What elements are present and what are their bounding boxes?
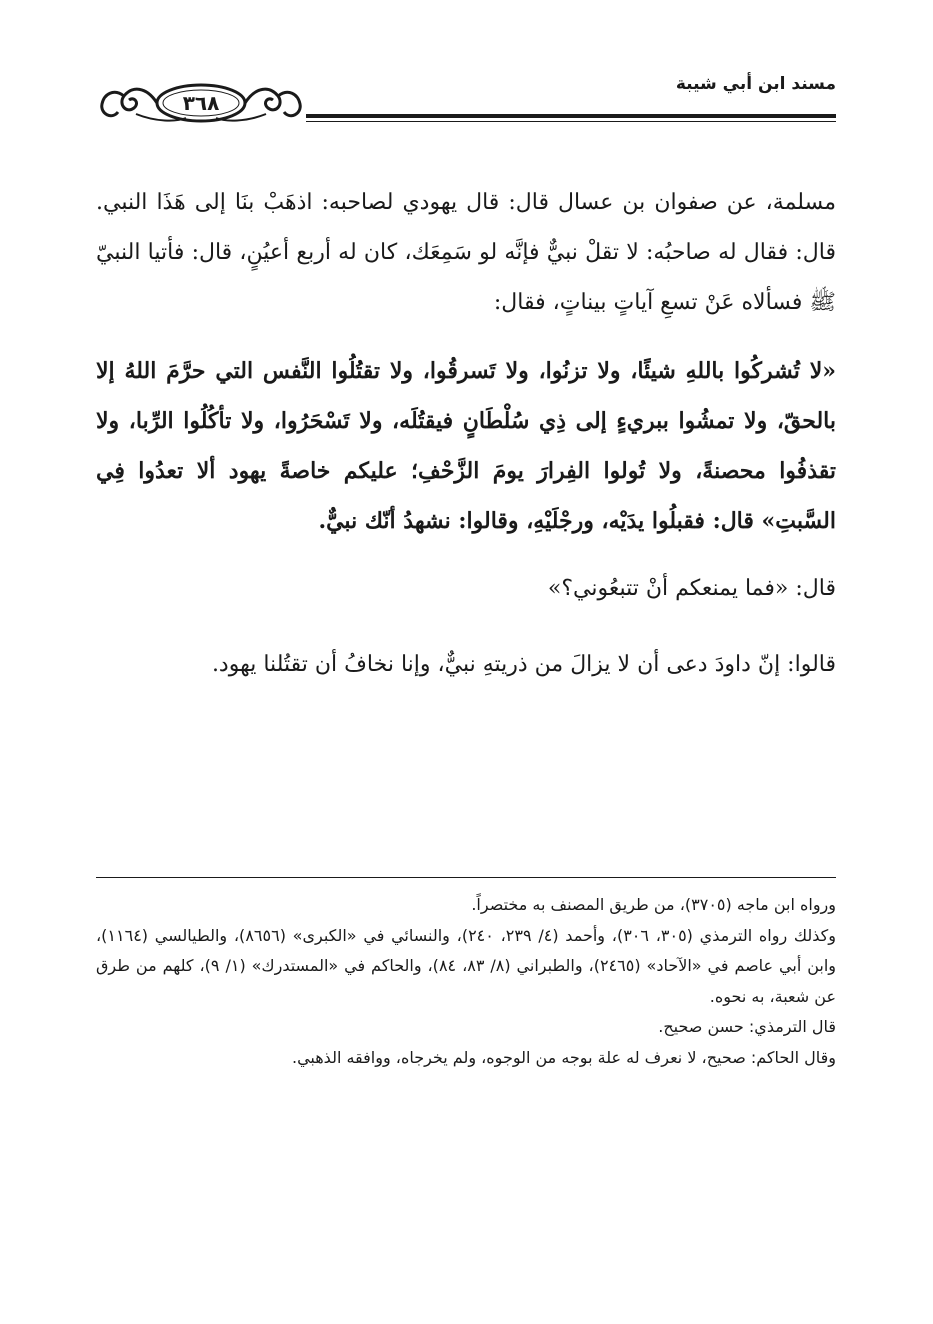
footnote-line: وقال الحاكم: صحيح، لا نعرف له علة بوجه من الوجوه، ولم يخرجاه، ووافقه الذهبي. [291, 1047, 836, 1067]
footnote-separator [96, 877, 836, 878]
header-rule-thin [306, 121, 836, 122]
footnotes [96, 890, 836, 1073]
header-rule [306, 114, 836, 118]
running-title: مسند ابن أبي شيبة [675, 74, 836, 94]
paragraph-reply: قالوا: إنّ داودَ دعى أن لا يزالَ من ذريتهِ نبيٌّ، وإنا نخافُ أن تقتُلنا يهود. [211, 652, 836, 677]
paragraph-question: قال: «فما يمنعكم أنْ تتبعُوني؟» [547, 576, 836, 601]
footnote-line: وكذلك رواه الترمذي (٣٠٥، ٣٠٦)، وأحمد (٤/ ٢٣٩، ٢٤٠)، والنسائي في «الكبرى» (٨٦٥٦)، والطيالسي (١١٦٤)، وابن أبي عاصم في «الآحاد» (٢٤٦٥)، والطبراني (٨/ ٨٣، ٨٤)، والحاكم في «المستدرك» (١/ ٩)، كلهم من طرق عن شعبة، به نحوه. [96, 925, 837, 1006]
body-text [96, 178, 836, 690]
footnote-line: قال الترمذي: حسن صحيح. [658, 1017, 836, 1036]
page-header [96, 58, 836, 138]
page-number: ٣٦٨ [182, 91, 220, 115]
paragraph-prophet-quote: «لا تُشركُوا باللهِ شيئًا، ولا تزنُوا، ولا تَسرقُوا، ولا تقتُلُوا النَّفس التي حرَّمَ اللهُ إلا بالحقّ، ولا تمشُوا ببريءٍ إلى ذِي سُلْطَانٍ فيقتُلَه، ولا تَسْحَرُوا، ولا تأكُلُوا الرِّبا، ولا تقذفُوا محصنةً، ولا تُولوا الفِرارَ يومَ الزَّحْفِ؛ عليكم خاصةً يهود ألا تعدُوا فِي السَّبتِ» قال: فقبلُوا يدَيْه، ورجْلَيْهِ، وقالوا: نشهدُ أنّك نبيٌّ. [96, 358, 836, 534]
footnote-line: ورواه ابن ماجه (٣٧٠٥)، من طريق المصنف به مختصراً. [471, 895, 836, 914]
paragraph-intro: مسلمة، عن صفوان بن عسال قال: قال يهودي لصاحبه: اذهَبْ بنَا إلى هَذَا النبي. قال: فقال له صاحبُه: لا تقلْ نبيٌّ فإنَّه لو سَمِعَك، كان له أربع أعيُنٍ، قال: فأتيا النبيّ ﷺ فسألاه عَنْ تسعِ آياتٍ بيناتٍ، فقال: [96, 190, 836, 315]
